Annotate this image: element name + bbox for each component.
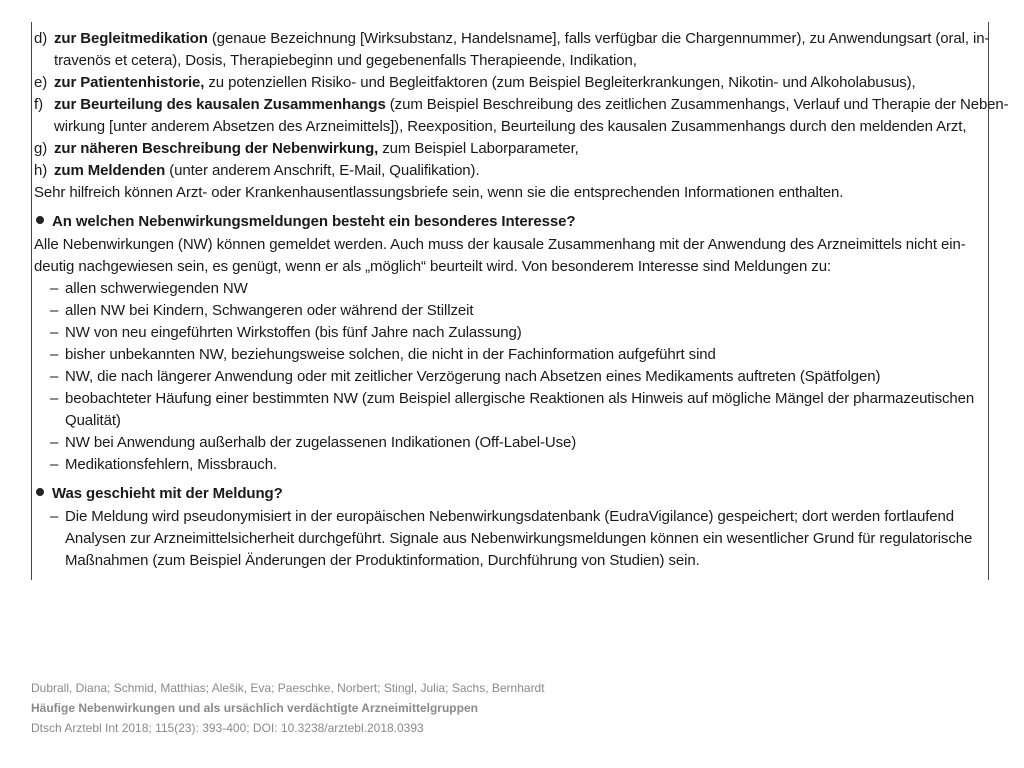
item-text: (unter anderem Anschrift, E-Mail, Qualifikation). [165, 162, 480, 179]
section-heading-report [34, 482, 974, 506]
list-item-f-continuation: wirkung [unter anderem Absetzen des Arzneimittels]), Reexposition, Beurteilung des kausalen Zusammenhangs durch den meldenden Arzt, [54, 118, 967, 135]
list-marker: f) [34, 96, 43, 113]
dash-item-text: NW bei Anwendung außerhalb der zugelassenen Indikationen (Off-Label-Use) [65, 434, 577, 451]
paragraph-line: deutig nachgewiesen sein, es genügt, wenn er als „möglich“ beurteilt wird. Von besonderem Interesse sind Meldungen zu: [34, 258, 832, 275]
item-lead: zur näheren Beschreibung der Nebenwirkung, [54, 140, 379, 157]
dash-list-item [34, 432, 974, 454]
heading-text: An welchen Nebenwirkungsmeldungen besteht ein besonderes Interesse? [52, 213, 576, 230]
dash-list-item [34, 454, 974, 476]
dash-item-text: NW, die nach längerer Anwendung oder mit zeitlicher Verzögerung nach Absetzen eines Medikaments auftreten (Spätfolgen) [65, 368, 881, 385]
list-item-h [34, 160, 974, 182]
dash-marker: – [50, 390, 59, 407]
citation-title: Häufige Nebenwirkungen und als ursächlich verdächtigte Arzneimittelgruppen [31, 701, 478, 715]
item-lead: zum Meldenden [54, 162, 166, 179]
dash-marker: – [50, 456, 59, 473]
paragraph-line: Alle Nebenwirkungen (NW) können gemeldet werden. Auch muss der kausale Zusammenhang mit der Anwendung des Arzneimittels nicht ein- [34, 236, 966, 253]
item-text: zu potenziellen Risiko- und Begleitfaktoren (zum Beispiel Begleiterkrankungen, Nikotin- und Alkoholabusus), [204, 74, 916, 91]
document-excerpt [31, 22, 1009, 580]
heading-text: Was geschieht mit der Meldung? [52, 485, 283, 502]
dash-item-text: NW von neu eingeführten Wirkstoffen (bis fünf Jahre nach Zulassung) [65, 324, 522, 341]
dash-list-item [34, 344, 974, 366]
dash-list-item [34, 300, 974, 322]
item-text: zum Beispiel Laborparameter, [378, 140, 579, 157]
dash-list-item [34, 366, 974, 388]
hint-paragraph: Sehr hilfreich können Arzt- oder Krankenhausentlassungsbriefe sein, wenn sie die entsprechenden Informationen enthalten. [34, 184, 844, 201]
dash-list-item [34, 322, 974, 344]
list-marker: h) [34, 162, 48, 179]
item-lead: zur Beurteilung des kausalen Zusammenhangs [54, 96, 386, 113]
item-lead: zur Begleitmedikation [54, 30, 208, 47]
list-item-d [34, 28, 990, 50]
dash-item-text: bisher unbekannten NW, beziehungsweise solchen, die nicht in der Fachinformation aufgeführt sind [65, 346, 716, 363]
citation-authors: Dubrall, Diana; Schmid, Matthias; Alešik, Eva; Paeschke, Norbert; Stingl, Julia; Sachs, Bernhardt [31, 681, 545, 695]
list-item-e [34, 72, 974, 94]
section-heading-interest [34, 210, 974, 234]
bullet-icon [36, 488, 44, 496]
dash-marker: – [50, 346, 59, 363]
dash-marker: – [50, 302, 59, 319]
dash-item-text: beobachteter Häufung einer bestimmten NW (zum Beispiel allergische Reaktionen als Hinweis auf mögliche Mängel der pharmazeutischen [65, 390, 975, 407]
list-marker: g) [34, 140, 48, 157]
dash-item-continuation: Analysen zur Arzneimittelsicherheit durchgeführt. Signale aus Nebenwirkungsmeldungen können ein wesentlicher Grund für regulatorische [65, 530, 973, 547]
citation-source: Dtsch Arztebl Int 2018; 115(23): 393-400; DOI: 10.3238/arztebl.2018.0393 [31, 721, 424, 735]
list-marker: d) [34, 30, 48, 47]
list-item-f [34, 94, 1009, 116]
dash-marker: – [50, 434, 59, 451]
dash-list-item [34, 278, 974, 300]
document-body [34, 28, 1009, 572]
item-text: (zum Beispiel Beschreibung des zeitlichen Zusammenhangs, Verlauf und Therapie der Neben- [385, 96, 1009, 113]
dash-item-text: allen NW bei Kindern, Schwangeren oder während der Stillzeit [65, 302, 474, 319]
dash-list-item [34, 506, 974, 528]
item-lead: zur Patientenhistorie, [54, 74, 205, 91]
list-item-d-continuation: travenös et cetera), Dosis, Therapiebeginn und gegebenenfalls Therapieende, Indikation, [54, 52, 637, 69]
citation-block [31, 678, 545, 738]
dash-item-continuation: Maßnahmen (zum Beispiel Änderungen der Produktinformation, Durchführung von Studien) sein. [65, 552, 700, 569]
list-item-g [34, 138, 974, 160]
dash-item-text: allen schwerwiegenden NW [65, 280, 248, 297]
dash-item-text: Die Meldung wird pseudonymisiert in der europäischen Nebenwirkungsdatenbank (EudraVigilance) gespeichert; dort werden fortlaufend [65, 508, 955, 525]
bullet-icon [36, 216, 44, 224]
dash-marker: – [50, 280, 59, 297]
dash-marker: – [50, 368, 59, 385]
dash-marker: – [50, 508, 59, 525]
dash-item-continuation: Qualität) [65, 412, 121, 429]
item-text: (genaue Bezeichnung [Wirksubstanz, Handelsname], falls verfügbar die Chargennummer), zu Anwendungsart (oral, in- [207, 30, 990, 47]
list-marker: e) [34, 74, 48, 91]
dash-marker: – [50, 324, 59, 341]
dash-item-text: Medikationsfehlern, Missbrauch. [65, 456, 277, 473]
dash-list-item [34, 388, 974, 410]
